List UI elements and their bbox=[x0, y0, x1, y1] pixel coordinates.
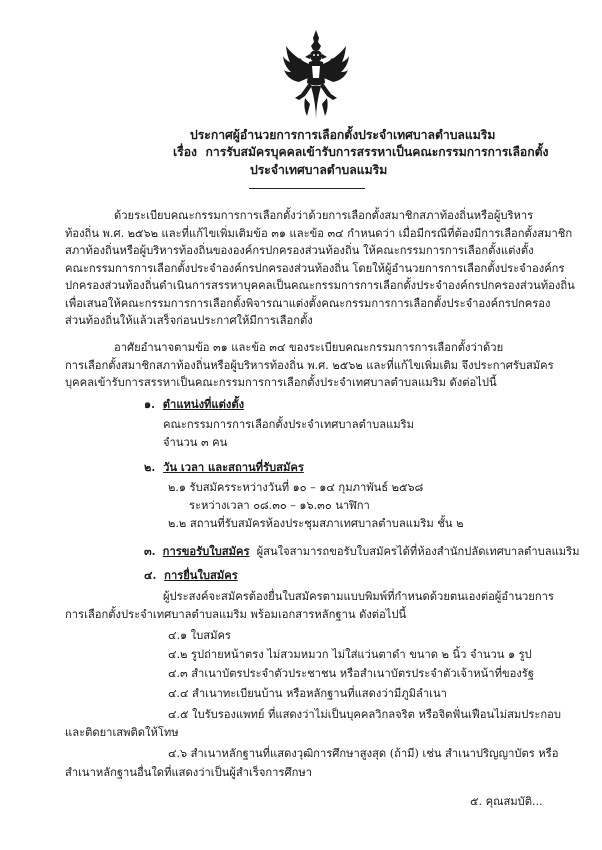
section-1-title: ตำแหน่งที่แต่งตั้ง bbox=[162, 397, 245, 411]
section-4-item: ๔.๒ รูปถ่ายหน้าตรง ไม่สวมหมวก ไม่ใส่แว่นตาดำ ขนาด ๒ นิ้ว จำนวน ๑ รูป bbox=[168, 648, 532, 661]
continuation-marker: ๕. คุณสมบัติ... bbox=[470, 795, 543, 808]
preamble-line: ปกครองส่วนท้องถิ่นดำเนินการสรรหาบุคคลเป็นคณะกรรมการการเลือกตั้งประจำองค์กรปกครองส่วนท้องถิ่น bbox=[65, 279, 575, 292]
section-3-line bbox=[144, 544, 580, 559]
preamble-line: คณะกรรมการการเลือกตั้งประจำองค์กรปกครองส่วนท้องถิ่น โดยให้ผู้อำนวยการการเลือกตั้งประจำองค์กร bbox=[65, 262, 565, 275]
section-4-number: ๔. bbox=[144, 568, 157, 582]
section-4-item-5: ๔.๕ ใบรับรองแพทย์ ที่แสดงว่าไม่เป็นบุคคลวิกลจริต หรือจิตฟั่นเฟือนไม่สมประกอบ bbox=[168, 708, 562, 721]
section-2-item-2: ๒.๒ สถานที่รับสมัครห้องประชุมสภาเทศบาลตำบลแมริม ชั้น ๒ bbox=[168, 517, 464, 530]
section-4-intro-line: ผู้ประสงค์จะสมัครต้องยื่นใบสมัครตามแบบพิมพ์ที่กำหนดด้วยตนเองต่อผู้อำนวยการ bbox=[163, 590, 554, 603]
authority-line: การเลือกตั้งสมาชิกสภาท้องถิ่นหรือผู้บริหารท้องถิ่น พ.ศ. ๒๕๖๒ และที่แก้ไขเพิ่มเติม จึงประกาศรับสมัคร bbox=[65, 359, 554, 372]
preamble-line: เพื่อเสนอให้คณะกรรมการการเลือกตั้งพิจารณาแต่งตั้งคณะกรรมการการเลือกตั้งประจำองค์กรปกครอง bbox=[65, 297, 551, 310]
section-4-title: การยื่นใบสมัคร bbox=[164, 568, 238, 582]
authority-line: บุคคลเข้ารับการสรรหาเป็นคณะกรรมการการเลือกตั้งประจำเทศบาลตำบลแมริม ดังต่อไปนี้ bbox=[65, 376, 497, 389]
section-3-title: การขอรับใบสมัคร bbox=[162, 544, 250, 558]
section-4-intro-line: การเลือกตั้งประจำเทศบาลตำบลแมริม พร้อมเอกสารหลักฐาน ดังต่อไปนี้ bbox=[65, 608, 407, 621]
section-4-item: ๔.๔ สำเนาทะเบียนบ้าน หรือหลักฐานที่แสดงว่ามีภูมิลำเนา bbox=[168, 687, 447, 700]
section-2-title: วัน เวลา และสถานที่รับสมัคร bbox=[163, 460, 304, 474]
section-1-number: ๑. bbox=[144, 397, 155, 411]
section-4-item-5-cont: และติดยาเสพติดให้โทษ bbox=[65, 726, 179, 739]
section-4-item-6: ๔.๖ สำเนาหลักฐานที่แสดงวุฒิการศึกษาสูงสุด (ถ้ามี) เช่น สำเนาปริญญาบัตร หรือ bbox=[168, 747, 559, 760]
section-1-count: จำนวน ๓ คน bbox=[163, 436, 228, 449]
section-3-text: ผู้สนใจสามารถขอรับใบสมัครได้ที่ห้องสำนักปลัดเทศบาลตำบลแมริม bbox=[256, 545, 580, 558]
section-4-item: ๔.๑ ใบสมัคร bbox=[168, 629, 231, 642]
section-4-item-6-cont: สำเนาหลักฐานอื่นใดที่แสดงว่าเป็นผู้สำเร็จการศึกษา bbox=[65, 766, 312, 779]
section-1-heading bbox=[144, 397, 244, 411]
announcement-title: ประกาศผู้อำนวยการการเลือกตั้งประจำเทศบาลตำบลแมริม bbox=[190, 128, 496, 142]
preamble-line: ส่วนท้องถิ่นให้แล้วเสร็จก่อนประกาศให้มีการเลือกตั้ง bbox=[65, 314, 313, 327]
preamble-line: ท้องถิ่น พ.ศ. ๒๕๖๒ และที่แก้ไขเพิ่มเติมข้อ ๓๑ และข้อ ๓๔ กำหนดว่า เมื่อมีกรณีที่ต้องมีการเลือกตั้งสมาชิก bbox=[65, 227, 573, 240]
subject-text: การรับสมัครบุคคลเข้ารับการสรรหาเป็นคณะกรรมการการเลือกตั้ง bbox=[205, 145, 549, 159]
preamble-line: สภาท้องถิ่นหรือผู้บริหารท้องถิ่นขององค์กรปกครองส่วนท้องถิ่น ให้คณะกรรมการการเลือกตั้งแต่งตั้ง bbox=[65, 244, 534, 257]
subject-line bbox=[173, 145, 549, 159]
header-divider bbox=[249, 188, 365, 189]
section-4-heading bbox=[144, 568, 238, 582]
subject-continuation: ประจำเทศบาลตำบลแมริม bbox=[250, 163, 388, 177]
section-2-number: ๒. bbox=[144, 460, 156, 474]
section-2-item-1: ๒.๑ รับสมัครระหว่างวันที่ ๑๐ – ๑๔ กุมภาพันธ์ ๒๕๖๘ bbox=[168, 481, 424, 494]
section-2-heading bbox=[144, 460, 304, 474]
subject-label: เรื่อง bbox=[173, 145, 197, 159]
section-2-item-1-time: ระหว่างเวลา ๐๘.๓๐ – ๑๖.๓๐ นาฬิกา bbox=[189, 499, 370, 512]
authority-line: อาศัยอำนาจตามข้อ ๓๑ และข้อ ๓๔ ของระเบียบคณะกรรมการการเลือกตั้งว่าด้วย bbox=[114, 341, 504, 354]
section-3-number: ๓. bbox=[144, 544, 156, 558]
preamble-line: ด้วยระเบียบคณะกรรมการการเลือกตั้งว่าด้วยการเลือกตั้งสมาชิกสภาท้องถิ่นหรือผู้บริหาร bbox=[114, 209, 534, 222]
section-1-position: คณะกรรมการการเลือกตั้งประจำเทศบาลตำบลแมริม bbox=[163, 418, 415, 431]
garuda-emblem bbox=[281, 28, 351, 124]
section-4-item: ๔.๓ สำเนาบัตรประจำตัวประชาชน หรือสำเนาบัตรประจำตัวเจ้าหน้าที่ของรัฐ bbox=[168, 667, 534, 680]
